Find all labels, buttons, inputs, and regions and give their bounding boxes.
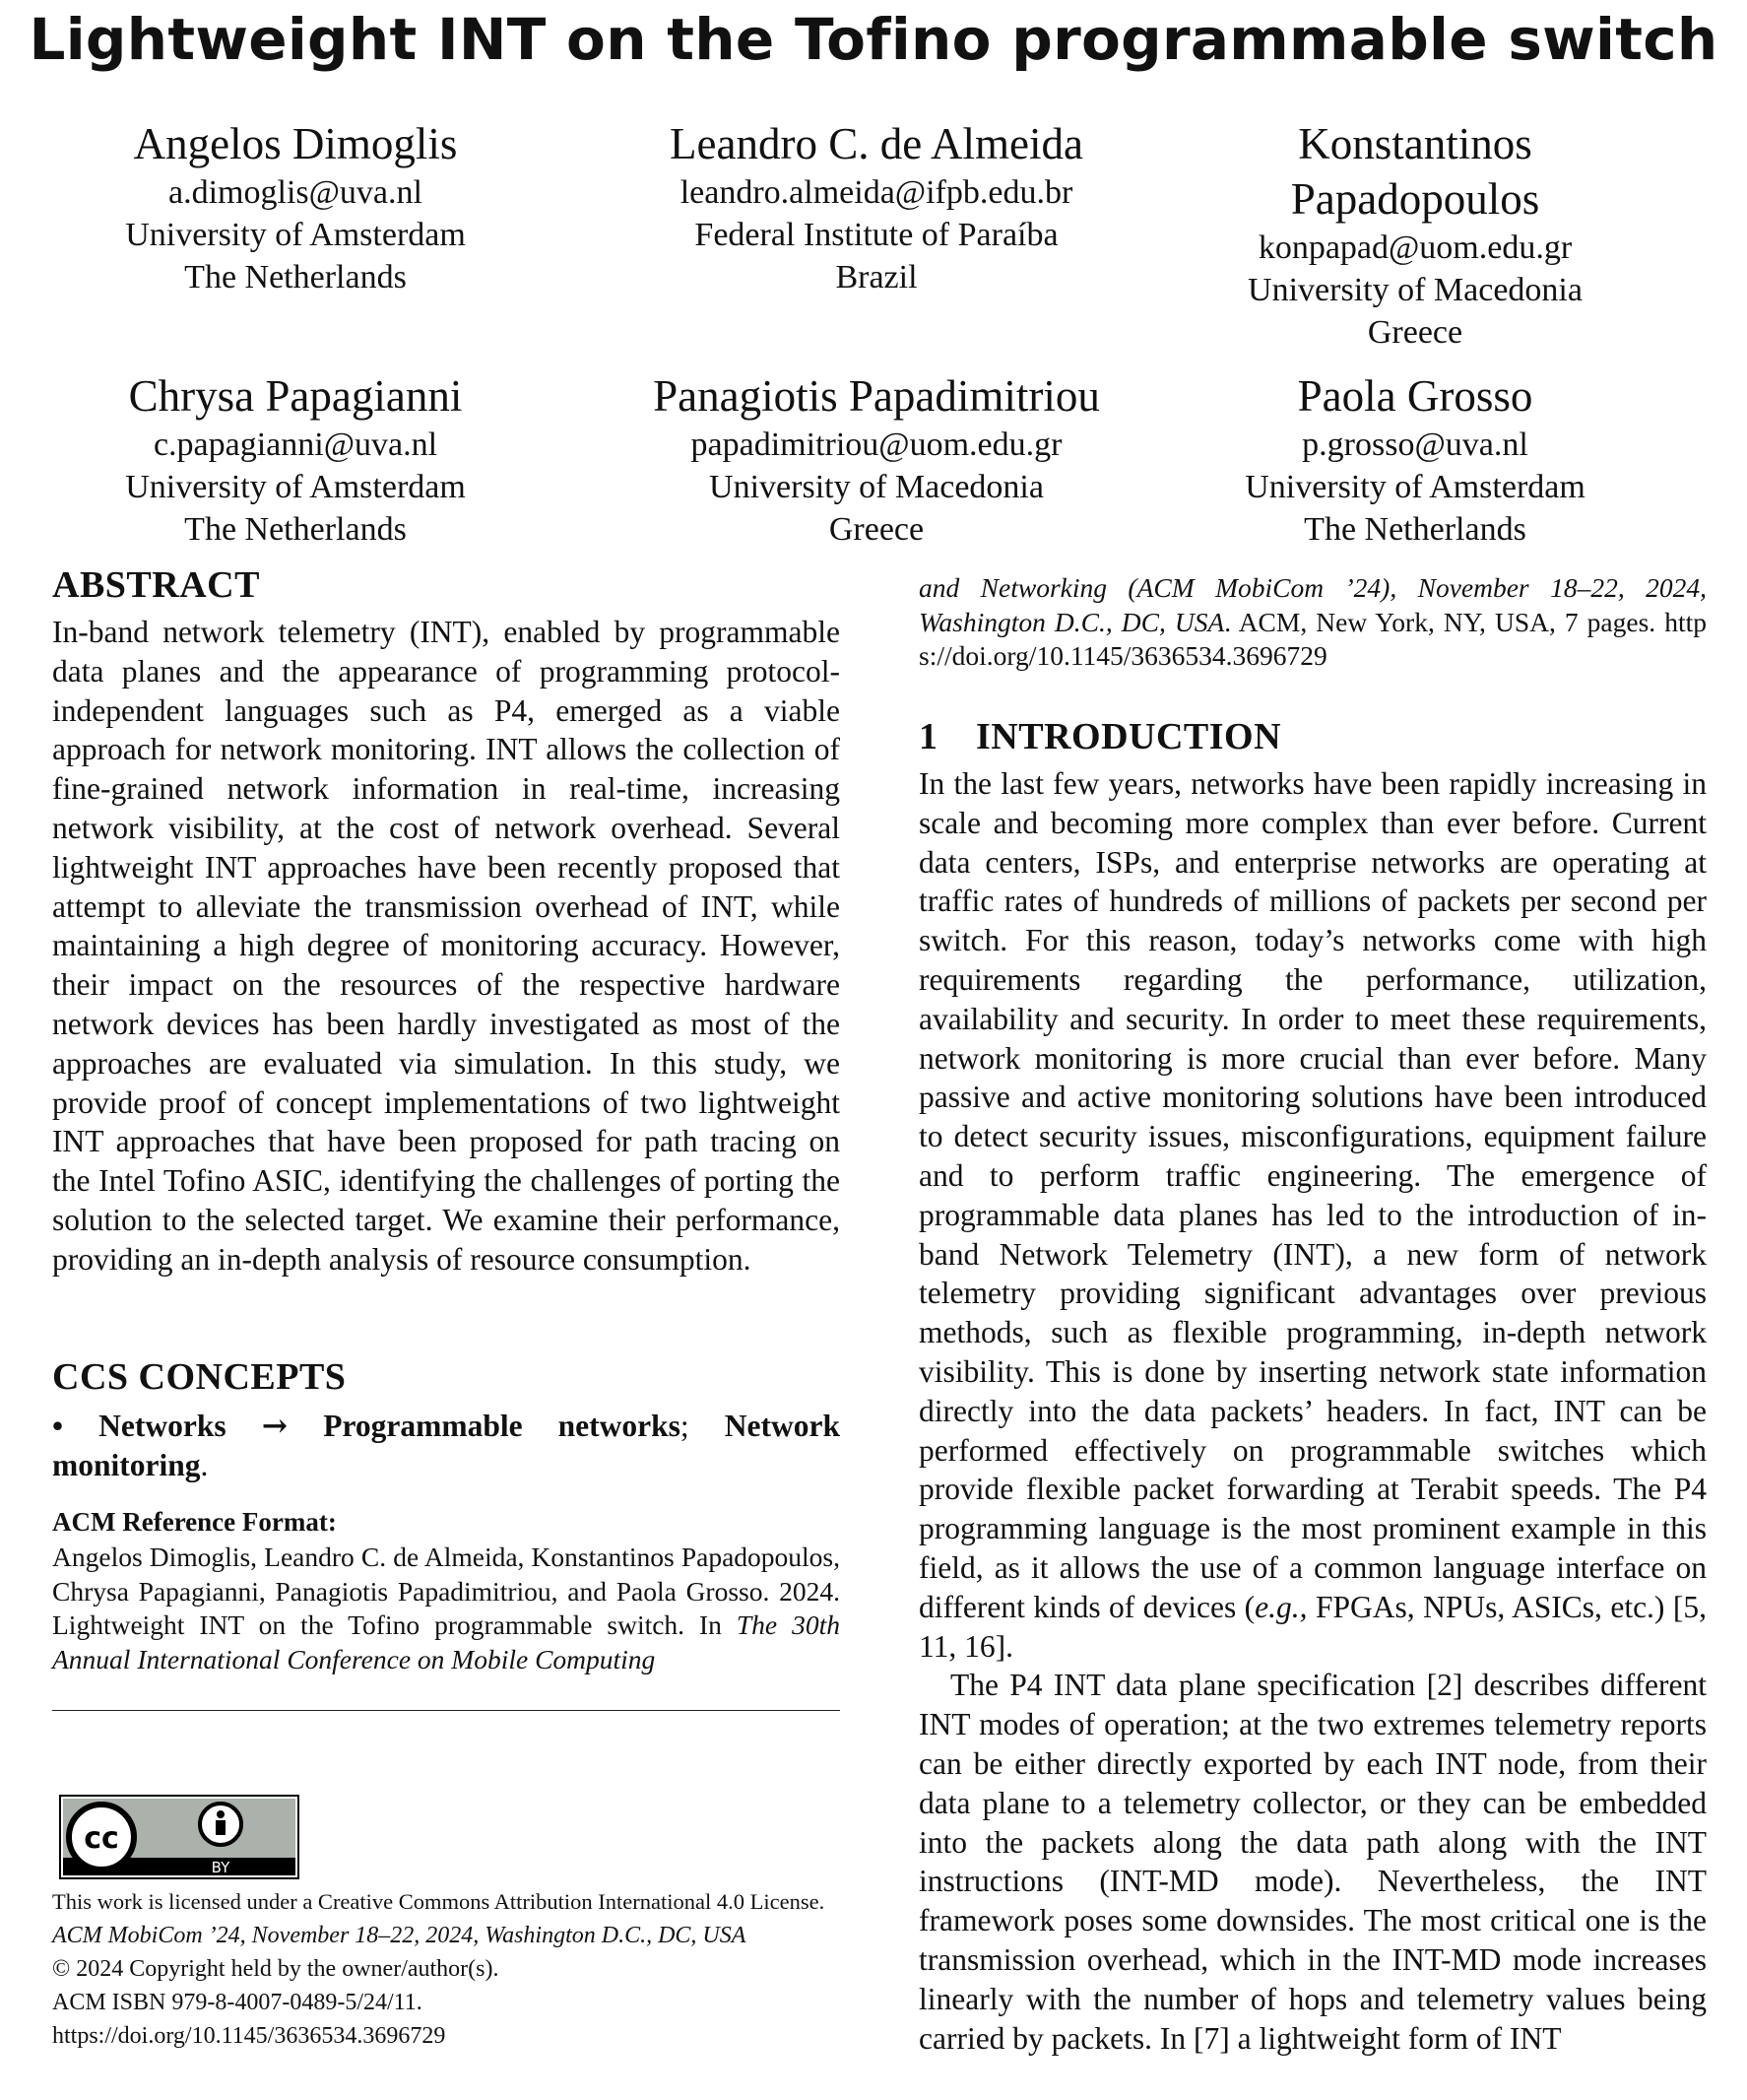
author-card (39, 116, 551, 298)
ccs-heading: CCS CONCEPTS (52, 1356, 347, 1398)
author-name: Angelos Dimoglis (133, 119, 458, 168)
author-country: Greece (828, 511, 925, 548)
intro-text-span: In the last few years, networks have been rapidly increasing in scale and becoming more complex than ever before. Current data centers, ISPs, and enterprise networks are operating at traffic rates of hundreds of millions of packets per second per switch. For this reason, today’s networks come with high requirements regarding the performance, utilization, availability and security. In order to meet these requirements, network monitoring is more crucial than ever before. Many passive and active monitoring solutions have been introduced to detect security issues, misconfigurations, equipment failure and to perform traffic engineering. The emergence of programmable data planes has led to the introduction of in-band Network Telemetry (INT), a new form of network telemetry providing significant advantages over previous methods, such as flexible programming, in-depth network visibility. This is done by inserting network state information directly into the data packets’ headers. In fact, INT can be performed effectively on programmable switches which provide flexible packet forwarding at Terabit speeds. The P4 programming language is the most prominent example in this field, as it allows the use of a common language interface on different kinds of devices ( (919, 766, 1707, 1624)
acm-reference-venue: The 30th Annual International Conference on Mobile Computing (52, 1609, 840, 1674)
abstract-heading: ABSTRACT (52, 564, 260, 606)
section-number: 1 (919, 716, 938, 757)
acm-reference-citation: Angelos Dimoglis, Leandro C. de Almeida, Konstantinos Papadopoulos, Chrysa Papagianni, Panagiotis Papadimitriou, and Paola Grosso. 2024. Lightweight INT on the Tofino programmable switch. In (52, 1542, 840, 1640)
intro-eg: e.g., (1255, 1589, 1308, 1624)
author-name: Chrysa Papagianni (128, 371, 463, 421)
introduction-body (919, 764, 1707, 2058)
author-card (620, 116, 1132, 298)
author-affiliation: University of Amsterdam (1245, 469, 1585, 505)
author-affiliation: University of Macedonia (709, 469, 1044, 505)
abstract-text: In-band network telemetry (INT), enabled by programmable data planes and the appearance of programming protocol-independent languages such as P4, emerged as a viable approach for network monitoring. INT allows the collection of fine-grained network information in real-time, increasing network visibility, at the cost of network overhead. Several lightweight INT approaches have been recently proposed that attempt to alleviate the transmission overhead of INT, while maintaining a high degree of monitoring accuracy. However, their impact on the resources of the respective hardware network devices has been hardly investigated as most of the approaches are evaluated via simulation. In this study, we provide proof of concept implementations of two lightweight INT approaches that have been proposed for path tracing on the Intel Tofino ASIC, identifying the challenges of porting the solution to the selected target. We examine their performance, providing an in-depth analysis of resource consumption. (52, 615, 840, 1277)
paper-title: Lightweight INT on the Tofino programmable switch (29, 6, 1718, 73)
author-email: c.papagianni@uva.nl (153, 427, 438, 463)
author-card (1159, 116, 1671, 354)
cc-by-license-badge[interactable] (59, 1795, 299, 1879)
author-email: papadimitriou@uom.edu.gr (690, 427, 1063, 463)
author-card (1159, 368, 1671, 551)
author-email: a.dimoglis@uva.nl (168, 174, 422, 211)
by-label: BY (211, 1859, 230, 1876)
author-affiliation: University of Amsterdam (125, 217, 466, 253)
license-footnote (52, 1885, 879, 2053)
author-email: p.grosso@uva.nl (1302, 427, 1528, 463)
acm-reference-venue-cont: and Networking (ACM MobiCom ’24), November 18–22, 2024, Washington D.C., DC, USA (919, 572, 1707, 637)
ccs-term: Programmable networks (323, 1409, 680, 1443)
intro-paragraph (919, 764, 1707, 1666)
author-card (39, 368, 551, 551)
author-country: The Netherlands (184, 511, 407, 548)
conference-line: ACM MobiCom ’24, November 18–22, 2024, Washington D.C., DC, USA (52, 1923, 746, 1948)
intro-paragraph: The P4 INT data plane specification [2] describes different INT modes of operation; at the two extremes telemetry reports can be either directly exported by each INT node, from their data plane to a telemetry collector, or they can be embedded into the packets along the data path along with the INT instructions (INT-MD mode). Nevertheless, the INT framework poses some downsides. The most critical one is the transmission overhead, which in the INT-MD mode increases linearly with the number of hops and telemetry values being carried by packets. In [7] a lightweight form of INT (919, 1668, 1707, 2056)
section-title: INTRODUCTION (976, 716, 1282, 757)
ccs-concepts (52, 1407, 840, 1485)
isbn-line: ACM ISBN 979-8-4007-0489-5/24/11. (52, 1990, 422, 2015)
cc-label: cc (84, 1821, 119, 1856)
ccs-term: Networks (98, 1409, 226, 1443)
copyright-line: © 2024 Copyright held by the owner/author(s). (52, 1956, 499, 1982)
author-email: konpapad@uom.edu.gr (1258, 230, 1573, 266)
author-country: Greece (1367, 314, 1463, 351)
author-name: Paola Grosso (1297, 371, 1533, 421)
author-affiliation: Federal Institute of Paraíba (694, 217, 1059, 253)
author-name: Leandro C. de Almeida (670, 119, 1083, 168)
author-affiliation: University of Macedonia (1248, 272, 1583, 308)
author-affiliation: University of Amsterdam (125, 469, 466, 505)
ccs-arrow: → (261, 1408, 289, 1444)
author-country: The Netherlands (1304, 511, 1526, 548)
acm-reference-text (52, 1541, 840, 1676)
ccs-term: Network monitoring (52, 1409, 840, 1482)
license-statement: This work is licensed under a Creative Commons Attribution International 4.0 License. (52, 1889, 825, 1914)
author-card (620, 368, 1132, 551)
ccs-end: . (200, 1447, 209, 1482)
author-country: The Netherlands (184, 259, 407, 295)
abstract-body (52, 613, 840, 1280)
acm-reference-continued (919, 571, 1707, 674)
section-heading-introduction (919, 715, 1281, 758)
ccs-separator: ; (679, 1409, 689, 1443)
author-name: Panagiotis Papadimitriou (653, 371, 1100, 421)
acm-reference-heading: ACM Reference Format: (52, 1507, 337, 1537)
acm-reference-tail: . ACM, New York, NY, USA, 7 pages. https://doi.org/10.1145/3636534.3696729 (919, 606, 1707, 671)
author-name-line1: Konstantinos (1298, 119, 1532, 168)
ccs-bullet: • (52, 1409, 64, 1443)
cc-by-icon (59, 1795, 299, 1879)
author-country: Brazil (835, 259, 918, 295)
author-email: leandro.almeida@ifpb.edu.br (679, 174, 1073, 211)
intro-text-span: FPGAs, NPUs, ASICs, etc.) [5, 11, 16]. (919, 1589, 1707, 1664)
doi-link[interactable]: https://doi.org/10.1145/3636534.3696729 (52, 2023, 446, 2049)
footnote-rule (52, 1710, 840, 1711)
author-name-line2: Papadopoulos (1290, 174, 1540, 224)
